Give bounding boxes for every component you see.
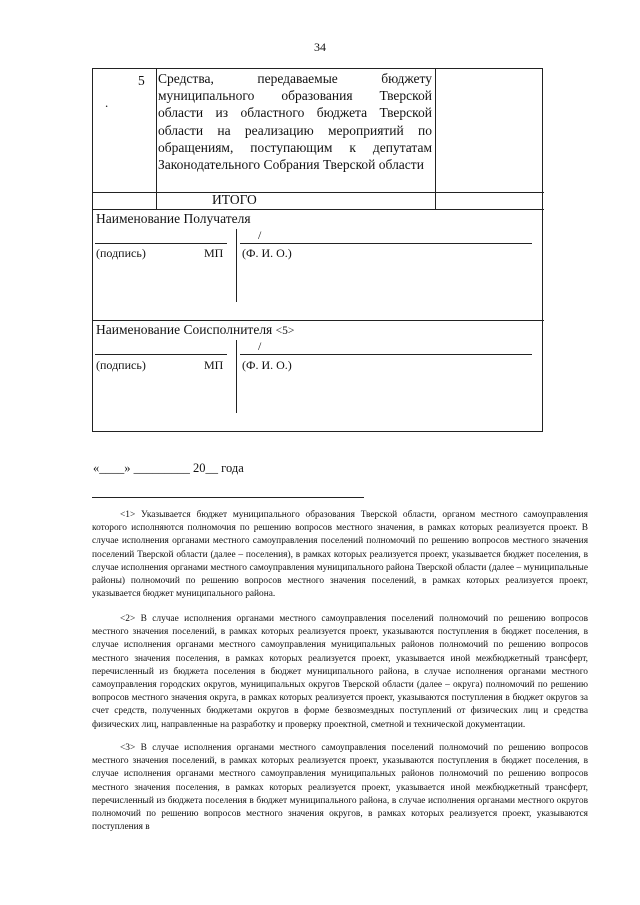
table-divider: [93, 320, 544, 321]
row-description: Средства, передаваемые бюджету муниципального образования Тверской области из областного бюджета Тверской области на реализацию мероприятий по обращениям, поступающим к депутатам Законодательного Собрания Тверской области: [158, 71, 432, 173]
date-line: «____» _________ 20__ года: [93, 461, 244, 475]
table-divider: [156, 69, 157, 209]
footnote-3: <3> В случае исполнения органами местного самоуправления поселений полномочий по решению вопросов местного значения поселений, в рамках которых реализуется проект, указываются поступления в бюджет поселения, в случае исполнения органами местного самоуправления муниципальных районов полномочий по решению вопросов местного значения поселения, в рамках которых реализуется проект, указывается иной межбюджетный трансферт, перечисленный из бюджета поселения в бюджет муниципального района, в случае исполнения органами местного округов полномочий по решению вопросов местного значения округов, в рамках которых реализуется проект, указываются поступления в: [92, 743, 588, 833]
table-divider: [93, 192, 544, 193]
footnote-rule: [92, 497, 364, 498]
footnote-ref: <5>: [275, 325, 295, 337]
table-divider: [435, 69, 436, 209]
name-line: [240, 243, 532, 244]
signature-divider: [236, 229, 237, 302]
footnote-2: <2> В случае исполнения органами местного самоуправления поселений полномочий по решению вопросов местного значения поселений, в рамках которых реализуется проект, указываются поступления в бюджет поселения, в случае исполнения органами местного самоуправления муниципальных районов полномочий по решению вопросов местного значения поселения, в рамках которых реализуется проект, указывается иной межбюджетный трансферт, перечисленный из бюджета поселения в бюджет муниципального района, в случае исполнения органами местного самоуправления городских округов, муниципальных округов Тверской области (далее – округа) полномочий по решению вопросов местного значения округа, в рамках которых реализуется проект, указываются поступления в бюджет округов за счет средств, полученных бюджетами округов в форме безвозмездных поступлений от физических лиц и средства физических лиц, направленные на разработку и проверку проектной, сметной и технической документации.: [92, 614, 588, 730]
fio-label: (Ф. И. О.): [242, 246, 292, 260]
signature-label: (подпись): [96, 358, 146, 372]
footnote-1: <1> Указывается бюджет муниципального образования Тверской области, органом местного самоуправления которого исполняются полномочия по решению вопросов местного значения, в рамках которых реализуется проект. В случае исполнения органами местного самоуправления поселений полномочий по решению вопросов местного значения поселений Тверской области (далее – поселения), в рамках которых реализуется проект, указывается бюджет поселения, в случае исполнения органами местного самоуправления муниципального района Тверской области (далее – муниципальные районы) полномочий по решению вопросов местного значения поселений, в рамках которых реализуется проект, указывается бюджет муниципального района.: [92, 510, 588, 600]
row-number: 5: [138, 73, 145, 88]
stamp-label: МП: [204, 246, 224, 260]
signature-line: [95, 243, 227, 244]
signature-divider: [236, 340, 237, 413]
stamp-label: МП: [204, 358, 224, 372]
signature-line: [95, 354, 227, 355]
coexecutor-title-text: Наименование Соисполнителя: [96, 322, 273, 337]
fio-label: (Ф. И. О.): [242, 358, 292, 372]
row-marker: .: [105, 95, 109, 110]
slash: /: [258, 228, 262, 242]
page-number: 34: [314, 40, 326, 54]
signature-label: (подпись): [96, 246, 146, 260]
recipient-title: Наименование Получателя: [96, 211, 251, 226]
name-line: [240, 354, 532, 355]
table-divider: [93, 209, 544, 210]
total-label: ИТОГО: [212, 192, 257, 207]
slash: /: [258, 339, 262, 353]
coexecutor-title: [96, 322, 294, 338]
